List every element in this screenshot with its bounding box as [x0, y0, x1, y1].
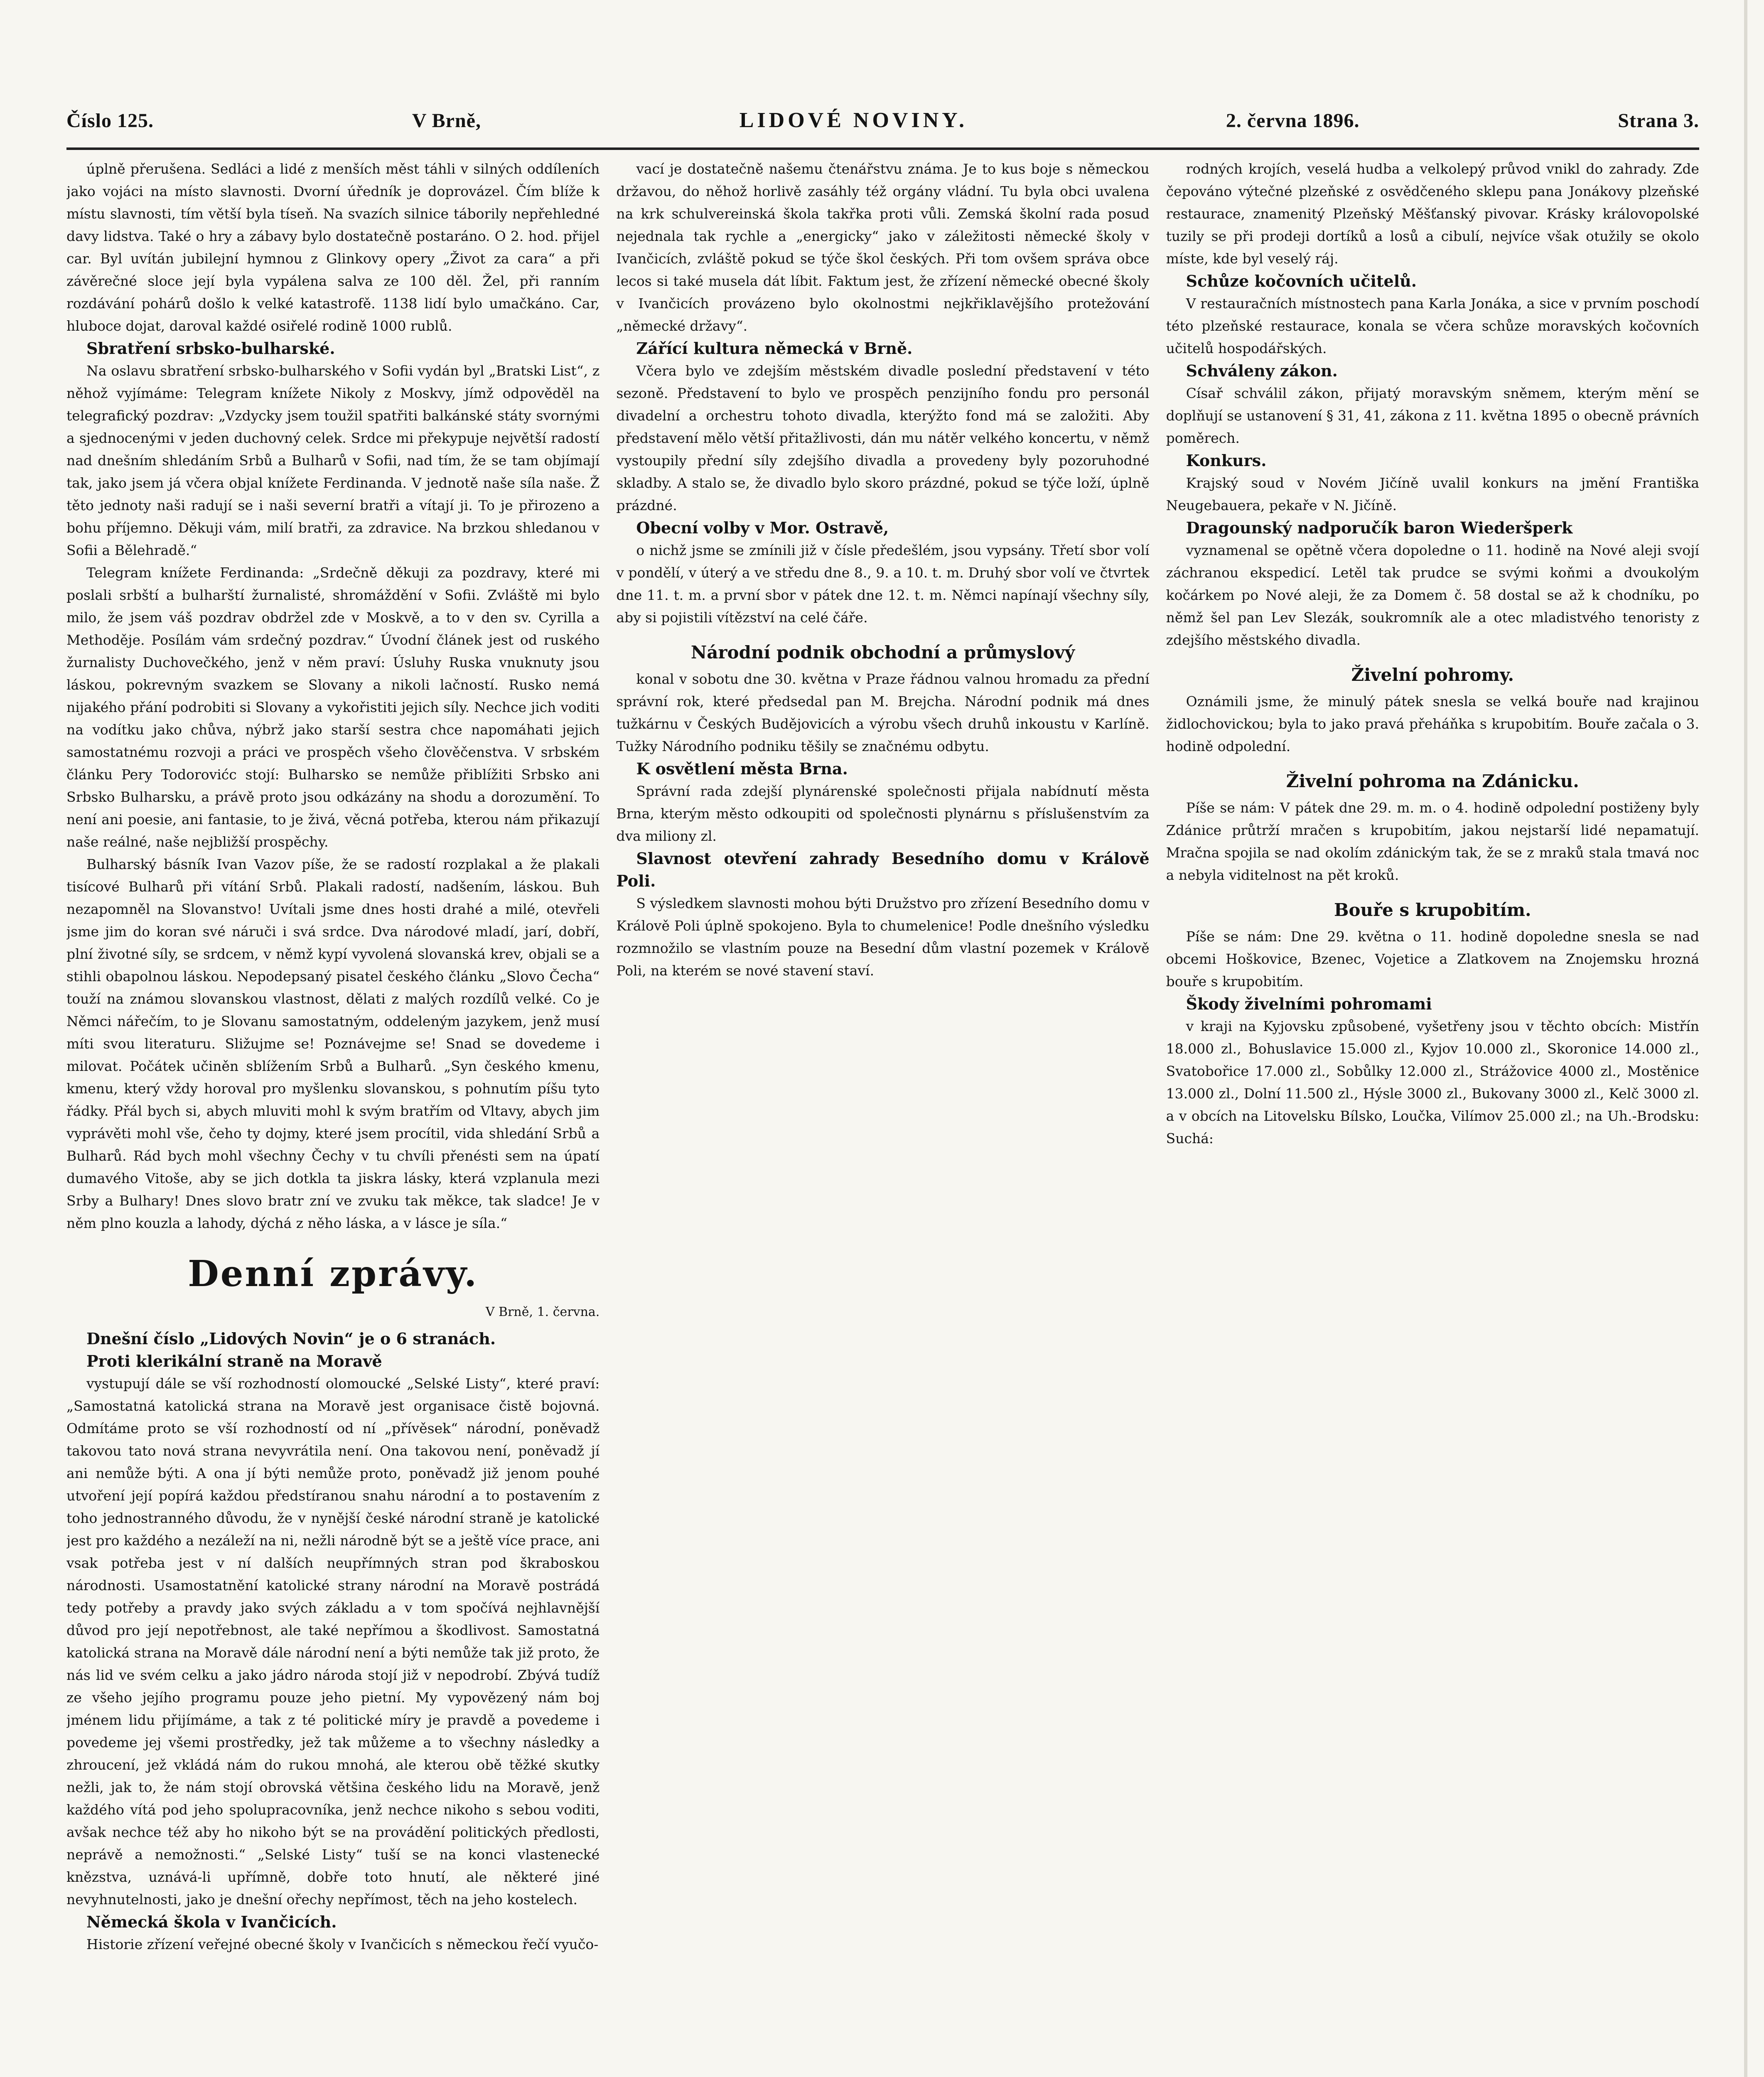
newspaper-title: LIDOVÉ NOVINY. — [739, 108, 968, 132]
column-3 — [1166, 158, 1699, 2077]
article-text: V restauračních místnostech pana Karla Jonáka, a sice v prvním poschodí této plzeňské restaurace, konala se včera schůze moravských kočovních učitelů hospodářských. — [1166, 295, 1699, 356]
place: V Brně, — [412, 110, 481, 132]
article-text: konal v sobotu dne 30. května v Praze řádnou valnou hromadu za přední správní rok, které předsedal pan M. Brejcha. Národní podnik má dnes tužkárnu v Českých Budějovicích a výrobu všech druhů inkoustu v Karlíně. Tužky Národního podniku těšily se značnému odbytu. — [616, 671, 1150, 754]
article-heading: Národní podnik obchodní a průmyslový — [690, 642, 1075, 663]
section-title: Denní zprávy. — [188, 1253, 479, 1295]
article-heading: K osvětlení města Brna. — [636, 759, 848, 778]
dateline: V Brně, 1. června. — [485, 1305, 600, 1319]
page-header — [66, 108, 1699, 145]
article-text: Historie zřízení veřejné obecné školy v Ivančicích s německou řečí vyučo- — [86, 1936, 599, 1952]
article-text: Telegram knížete Ferdinanda: „Srdečně děkuji za pozdravy, které mi poslali srbští a bulharští žurnalisté, shromáždění v Sofii. Zvláště mi bylo milo, že jsem váš pozdrav obdržel zde v Moskvě, a to v den sv. Cyrilla a Methoděje. Posílám vám srdečný pozdrav.“ Úvodní článek jest od ruského žurnalisty Duchovečkého, jenž v něm praví: Úsluhy Ruska vnuknuty jsou láskou, pokrevným svazkem se Slovany a nikoli lačností. Rusko nemá nijakého přání podrobiti si Slovany a vykořistiti jejich síly. Nechce jich voditi na vodítku jako chůva, nýbrž jako starší sestra chce napomáhati jejich samostatnému rozvoji a práci ve prospěch všeho člověčenstva. V srbském článku Pery Todorovićc stojí: Bulharsko se nemůže přiblížiti Srbsko ani Srbsko Bulharsku, a právě proto jsou odkázány na shodu a dorozumění. To není ani poesie, ani fantasie, to je živá, věcná potřeba, kterou nám přikazují naše reálné, naše nejbližší prospěchy. — [66, 565, 600, 850]
article-text: Císař schválil zákon, přijatý moravským sněmem, kterým mění se doplňují se ustanovení § 31, 41, zákona z 11. května 1895 o obecně právních poměrech. — [1166, 385, 1699, 446]
article-text: Včera bylo ve zdejším městském divadle poslední představení v této sezoně. Představení to bylo ve prospěch penzijního fondu pro personál divadelní a orchestru tohoto divadla, kterýžto fond má se založiti. Aby představení mělo větší přitažlivosti, dán mu nátěr velkého koncertu, v němž vystoupily přední síly zdejšího divadla a provedeny byly pozoruhodné skladby. A stalo se, že divadlo bylo skoro prázdné, pokud se týče loží, úplně prázdné. — [616, 363, 1150, 513]
column-1 — [66, 158, 599, 2077]
header-rule — [66, 147, 1699, 150]
page-edge — [1744, 0, 1747, 2077]
article-text: Bulharský básník Ivan Vazov píše, že se radostí rozplakal a že plakali tisícové Bulharů při vítání Srbů. Plakali radostí, nadšením, láskou. Buh nezapomněl na Slovanstvo! Uvítali jsme dnes hosti drahé a milé, otevřeli jsme jim do koran své náruči i svá srdce. Dva národové mladí, jarí, dobří, plní životné síly, se srdcem, v němž kypí vyvolená slovanská krev, objali se a stihli obapolnou láskou. Nepodepsaný pisatel českého článku „Slovo Čecha“ touží na známou slovanskou vlastnost, dělati z malých rozdílů velké. Co je Němci nářečím, to je Slovanu samostatným, oddeleným jazykem, jenž musí míti svou literaturu. Sližujme se! Poznávejme se! Snad se dovedeme i milovat. Počátek učiněn sblížením Srbů a Bulharů. „Syn českého kmenu, kmenu, který vždy horoval pro myšlenku slovanskou, s pohnutím píšu tyto řádky. Přál bych si, abych mluviti mohl k svým bratřím od Vltavy, abych jim vyprávěti mohl vše, čeho ty dojmy, které jsem procítil, vida shledání Srbů a Bulharů. Rád bych mohl všechny Čechy v tu chvíli přenésti sem na úpatí dumavého Vitoše, aby se jich dotkla ta jiskra lásky, která vzplanula mezi Srby a Bulhary! Dnes slovo bratr zní ve zvuku tak měkce, tak sladce! Je v něm plno kouzla a lahody, dýchá z něho láska, a v lásce je síla.“ — [66, 856, 600, 1231]
article-text: rodných krojích, veselá hudba a velkolepý průvod vnikl do zahrady. Zde čepováno výtečné plzeňské z osvědčeného sklepu pana Jonákovy plzeňské restaurace, znamenitý Plzeňský Měšťanský pivovar. Krásky královopolské tuzily se při prodeji dortíků a losů a cibulí, nejvíce však otužily se okolo míste, kde byl veselý ráj. — [1166, 161, 1699, 267]
article-heading: Obecní volby v Mor. Ostravě, — [636, 518, 889, 537]
article-heading: Zářící kultura německá v Brně. — [636, 339, 913, 358]
article-heading: Schůze kočovních učitelů. — [1186, 272, 1417, 290]
article-heading: Dnešní číslo „Lidových Novin“ je o 6 stranách. — [86, 1329, 496, 1348]
article-text: Píše se nám: Dne 29. května o 11. hodině dopoledne snesla se nad obcemi Hoškovice, Bzenec, Vojetice a Zlatkovem na Znojemsku hrozná bouře s krupobitím. — [1166, 928, 1699, 989]
article-heading: Živelní pohroma na Zdánicku. — [1286, 771, 1579, 791]
article-text: Oznámili jsme, že minulý pátek snesla se velká bouře nad krajinou židlochovickou; byla to jako pravá přeháňka s krupobitím. Bouře začala o 3. hodině odpolední. — [1166, 693, 1699, 754]
issue-number: Číslo 125. — [66, 110, 154, 132]
article-text: Krajský soud v Novém Jičíně uvalil konkurs na jmění Františka Neugebauera, pekaře v N. Jičíně. — [1166, 475, 1699, 513]
article-text: Na oslavu sbratření srbsko-bulharského v Sofii vydán byl „Bratski List“, z něhož vyjímáme: Telegram knížete Nikoly z Moskvy, jímž odpověděl na telegrafický pozdrav: „Vzdycky jsem toužil spatřiti balkánské státy svornými a sjednocenými v jeden duchovný celek. Srdce mi překypuje největší radostí nad dnešním shledáním Srbů a Bulharů v Sofii, nad tím, že se tam objímají tak, jako jsem já včera objal knížete Ferdinanda. V jednotě naše síla naše. Ž těto jednoty naši radují se i naši severní bratři a vítají ji. To je přirozeno a bohu příjemno. Děkuji vám, milí bratři, za zdravice. Na brzkou shledanou v Sofii a Bělehradě.“ — [66, 363, 600, 558]
newspaper-page — [66, 58, 1699, 2077]
article-heading: Sbratření srbsko-bulharské. — [86, 339, 335, 358]
issue-date: 2. června 1896. — [1226, 110, 1360, 132]
article-heading: Schváleny zákon. — [1186, 361, 1338, 380]
article-heading: Živelní pohromy. — [1351, 665, 1514, 685]
column-2 — [616, 158, 1149, 2077]
article-text: Píše se nám: V pátek dne 29. m. m. o 4. hodině odpolední postiženy byly Zdánice průtrží mračen s krupobitím, jakou nejstarší lidé nepamatují. Mračna spojila se nad okolím zdánickým tak, že se z mraků stala tmavá noc a nebyla viditelnost na pět kroků. — [1166, 800, 1699, 883]
article-text: úplně přerušena. Sedláci a lidé z menších měst táhli v silných oddíleních jako vojáci na místo slavnosti. Dvorní úředník je doprovázel. Čím blíže k místu slavnosti, tím větší byla tíseň. Na svazích silnice táborily nepřehledné davy lidstva. Také o hry a zábavy bylo dostatečně postaráno. O 2. hod. přijel car. Byl uvítán jubilejní hymnou z Glinkovy opery „Život za cara“ a při závěrečné sloce její byla vypálena salva ze 100 děl. Žel, při ranním rozdávání pohárů došlo k velké katastrofě. 1138 lidí bylo umačkáno. Car, hluboce dojat, daroval každé osiřelé rodině 1000 rublů. — [66, 161, 600, 334]
article-heading: Proti klerikální straně na Moravě — [86, 1352, 382, 1370]
article-text: vyznamenal se opětně včera dopoledne o 11. hodině na Nové aleji svojí záchranou ekspedicí. Letěl tak prudce se svými koňmi a dvoukolým kočárkem po Nové aleji, že za Domem č. 58 dostal se až k chodníku, po němž šel pan Lev Slezák, soukromník ale a otec mladistvého tenoristy z zdejšího městského divadla. — [1166, 542, 1699, 648]
article-text: S výsledkem slavnosti mohou býti Družstvo pro zřízení Besedního domu v Králově Poli úplně spokojeno. Byla to chumelenice! Podle dnešního výsledku rozmnožilo se vlastním pouze na Besední dům vlastní pozemek v Králově Poli, na kterém se nové stavení staví. — [616, 895, 1150, 979]
article-text: o nichž jsme se zmínili již v čísle předešlém, jsou vypsány. Třetí sbor volí v pondělí, v úterý a ve středu dne 8., 9. a 10. t. m. Druhý sbor volí ve čtvrtek dne 11. t. m. a první sbor v pátek dne 12. t. m. Němci napínají všechny síly, aby si pojistili vítězství na celé čáře. — [616, 542, 1150, 626]
article-heading: Konkurs. — [1186, 451, 1267, 470]
article-columns — [66, 158, 1699, 2077]
article-heading: Dragounský nadporučík baron Wiederšperk — [1186, 518, 1573, 537]
article-text: vystupují dále se vší rozhodností olomoucké „Selské Listy“, které praví: „Samostatná katolická strana na Moravě jest organisace čistě bojovná. Odmítáme proto se vší rozhodností od ní „přívěsek“ národní, poněvadž takovou tato nová strana nevyvrátila není. Ona takovou není, poněvadž jí ani nemůže býti. A ona jí býti nemůže proto, poněvadž již jenom pouhé utvoření její popírá každou předstíranou snahu národní a to postavením z toho jednostranného důvodu, že v nynější české národní straně je katolické jest pro každého a nezáleží na ni, nežli národně být se a ještě více prace, ani vsak potřeba jest v ní dalších neupřímných stran pod škraboskou národnosti. Usamostatnění katolické strany národní na Moravě postrádá tedy potřeby a pravdy jako svých základu a v tom spočívá nejhlavnější důvod pro její nepotřebnost, ale také nepřímou a škodlivost. Samostatná katolická strana na Moravě dále národní není a býti nemůže tak již proto, že nás lid ve svém celku a jako jádro národa stojí již v nepodrobí. Zbývá tudíž ze všeho jejího programu pouze jeho pietní. My vypovězený nám boj jménem lidu přijímáme, a tak z té politické míry je pravdě a povedeme i povedeme jej všemi prostředky, jež tak můžeme a to všechny následky a zhroucení, jež vkládá nám do rukou mnohá, ale kterou obě těžké skutky nežli, jak to, že nám stojí obrovská většina českého lidu na Moravě, jenž každého vítá pod jeho spolupracovníka, jenž nechce nikoho s sebou voditi, avšak nechce též aby ho nikoho být se na provádění politických předlosti, neprávě a nemožnosti.“ „Selské Listy“ tuší se na konci vlastenecké knězstva, uznává-li upřímně, dobře toto hnutí, ale některé jiné nevyhnutelnosti, jako je dnešní ořechy nepřímost, těch na jeho kostelech. — [66, 1375, 600, 1908]
article-heading: Bouře s krupobitím. — [1334, 900, 1531, 920]
article-heading: Škody živelními pohromami — [1186, 994, 1432, 1013]
article-text: v kraji na Kyjovsku způsobené, vyšetřeny jsou v těchto obcích: Mistřín 18.000 zl., Bohuslavice 15.000 zl., Kyjov 10.000 zl., Skoronice 14.000 zl., Svatobořice 17.000 zl., Sobůlky 12.000 zl., Strážovice 4000 zl., Mostěnice 13.000 zl., Dolní 11.500 zl., Hýsle 3000 zl., Bukovany 3000 zl., Kelč 3000 zl. a v obcích na Litovelsku Bílsko, Loučka, Vilímov 25.000 zl.; na Uh.-Brodsku: Suchá: — [1166, 1018, 1699, 1147]
article-text: vací je dostatečně našemu čtenářstvu známa. Je to kus boje s německou državou, do něhož horlivě zasáhly též orgány vládní. Tu byla obci uvalena na krk schulvereinská škola takřka proti vůli. Zemská školní rada posud nejednala tak rychle a „energicky“ jako v záležitosti německé školy v Ivančicích, zvláště pokud se týče škol českých. Při tom ovšem správa obce lecos si také musela dát líbit. Faktum jest, že zřízení německé obecné školy v Ivančicích provázeno bylo okolnostmi nejkřiklavějšího protežování „německé državy“. — [616, 161, 1150, 334]
article-text: Správní rada zdejší plynárenské společnosti přijala nabídnutí města Brna, kterým město odkoupiti od společnosti plynárnu s příslušenstvím za dva miliony zl. — [616, 783, 1150, 844]
page-number: Strana 3. — [1618, 110, 1699, 132]
article-heading: Slavnost otevření zahrady Besedního domu v Králově Poli. — [616, 849, 1150, 890]
article-heading: Německá škola v Ivančicích. — [86, 1913, 337, 1931]
